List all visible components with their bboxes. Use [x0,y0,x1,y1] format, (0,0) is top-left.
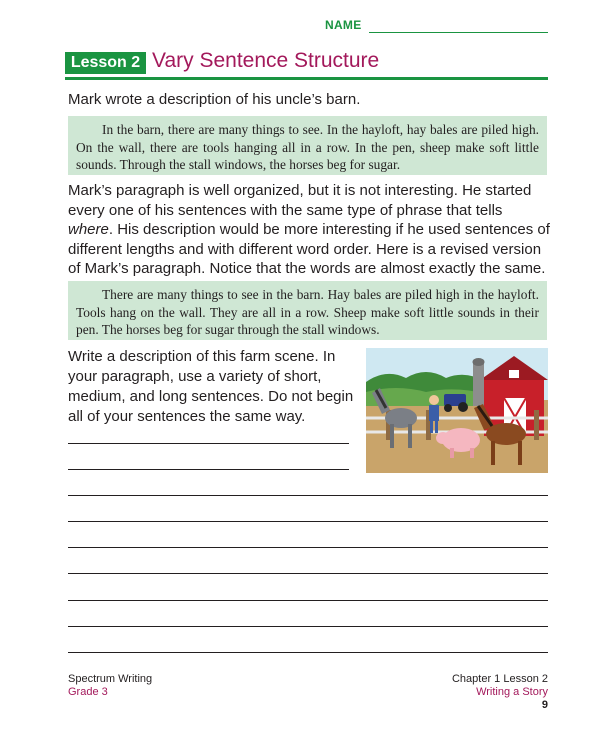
unit-label: Writing a Story [476,686,548,698]
explanation-after: . His description would be more interesting if he used sentences of different lengths and with different word order. Here is a revised version of Mark’s paragraph. Notice that the words are almost exactly the same. [68,221,550,277]
name-label: NAME [325,18,362,32]
grade-label: Grade 3 [68,686,108,698]
explanation-emphasis: where [68,221,109,238]
lesson-tag: Lesson 2 [65,52,146,74]
chapter-label: Chapter 1 Lesson 2 [451,673,548,685]
writing-prompt: Write a description of this farm scene. In your paragraph, use a variety of short, medium, and long sentences. Do not begin all of your sentences the same way. [68,348,354,425]
revised-paragraph: There are many things to see in the barn. Hay bales are piled high in the hayloft. Tools hang on the wall. They are all in a row. Sheep make soft little sounds in their pen. The horses beg for sugar through the stall windows. [76,287,539,337]
footer-right [452,673,548,699]
name-row [0,18,548,38]
answer-line[interactable] [68,495,548,496]
answer-line[interactable] [68,600,548,601]
intro-text: Mark wrote a description of his uncle’s barn. [68,91,361,108]
answer-line[interactable] [68,521,548,522]
original-paragraph: In the barn, there are many things to see. In the hayloft, hay bales are piled high. On the wall, there are tools hanging all in a row. In the pen, sheep make soft little sounds. Through the stall windows, the horses beg for sugar. [76,122,539,172]
title-rule [65,77,548,80]
farm-scene-illustration [366,348,548,473]
answer-line[interactable] [68,443,349,444]
original-paragraph-box [68,116,547,175]
answer-line[interactable] [68,626,548,627]
book-title: Spectrum Writing [68,673,153,685]
footer-left [68,673,152,699]
revised-paragraph-box [68,281,547,340]
name-write-line[interactable] [369,32,548,33]
page-number: 9 [541,699,548,711]
answer-line[interactable] [68,573,548,574]
explanation-before: Mark’s paragraph is well organized, but it is not interesting. He started every one of his sentences with the same type of phrase that tells [68,182,532,219]
answer-line[interactable] [68,547,548,548]
answer-line[interactable] [68,469,349,470]
explanation-paragraph [68,181,550,279]
lesson-title: Vary Sentence Structure [152,49,380,72]
answer-line[interactable] [68,652,548,653]
